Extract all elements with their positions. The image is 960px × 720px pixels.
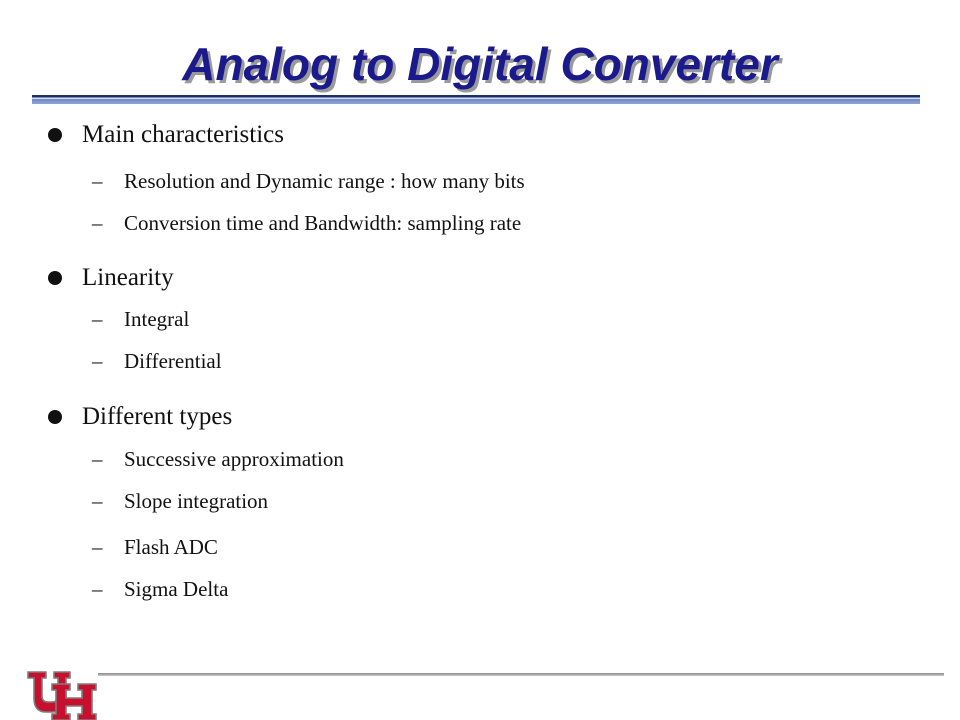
sub-bullet-flash-adc: Flash ADC bbox=[124, 535, 218, 559]
sub-bullet-successive-approximation: Successive approximation bbox=[124, 447, 344, 471]
sub-bullet-sigma-delta: Sigma Delta bbox=[124, 577, 229, 601]
dash-marker: – bbox=[92, 535, 103, 559]
sub-bullet-slope-integration: Slope integration bbox=[124, 489, 269, 513]
dash-marker: – bbox=[92, 447, 103, 471]
sub-bullet-differential: Differential bbox=[124, 349, 222, 373]
sub-bullet-resolution: Resolution and Dynamic range : how many bits bbox=[124, 169, 525, 193]
sub-bullet-conversion-time: Conversion time and Bandwidth: sampling rate bbox=[124, 211, 522, 235]
dash-marker: – bbox=[92, 489, 103, 513]
dash-marker: – bbox=[92, 349, 103, 373]
dash-marker: – bbox=[92, 169, 103, 193]
bullet-dot bbox=[48, 128, 62, 142]
dash-marker: – bbox=[92, 211, 103, 235]
uh-logo-icon bbox=[24, 662, 98, 720]
bullet-dot bbox=[48, 271, 62, 285]
bullet-main-characteristics: Main characteristics bbox=[82, 121, 284, 148]
slide-title: Analog to Digital Converter bbox=[182, 38, 778, 90]
bullet-different-types: Different types bbox=[82, 403, 233, 430]
footer-divider bbox=[98, 673, 944, 676]
dash-marker: – bbox=[92, 307, 103, 331]
bullet-linearity: Linearity bbox=[82, 264, 174, 291]
sub-bullet-integral: Integral bbox=[124, 307, 190, 331]
bullet-dot bbox=[48, 410, 62, 424]
dash-marker: – bbox=[92, 577, 103, 601]
